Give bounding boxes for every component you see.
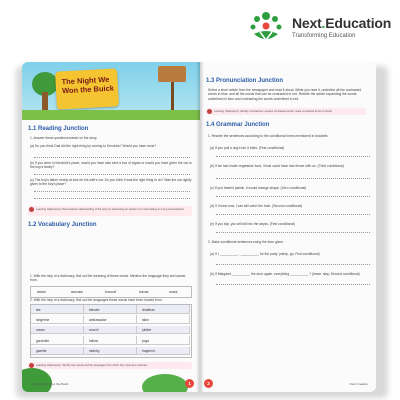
answer-line[interactable]: [216, 156, 370, 157]
signpost: [171, 82, 174, 110]
vocabulary-junction-heading: 1.2 Vocabulary Junction: [28, 222, 97, 228]
grammar-item-d: (d) If I knew now, I can still catch the train. (Second conditional): [210, 204, 303, 208]
objective-badge-icon: [207, 109, 212, 114]
word-item: cruise: [169, 290, 178, 294]
tree-illustration: [32, 72, 58, 112]
answer-line[interactable]: [34, 198, 190, 199]
learning-objective-vocab: Learning Objective(s): Identify loan words and the languages from which they have been derived: [28, 362, 192, 369]
answer-line[interactable]: [34, 174, 190, 175]
bush-illustration: [22, 368, 52, 392]
bush-illustration: [142, 374, 188, 392]
answer-line[interactable]: [216, 214, 370, 215]
grid-cell: crunch: [84, 326, 137, 335]
answer-line[interactable]: [34, 191, 190, 192]
answer-line[interactable]: [216, 178, 370, 179]
answer-line[interactable]: [216, 284, 370, 285]
page-number-right: 2: [204, 379, 213, 388]
learning-objective-pronunciation: Learning Objective(s): Identify contractions; expand contracted words; make contracted forms of words: [206, 108, 366, 115]
answer-line[interactable]: [216, 232, 370, 233]
grammar-item-a: (a) If you pull a dog's tail, it bites. (First conditional): [210, 146, 285, 150]
right-footer: Next Creation: [349, 382, 368, 386]
grid-cell: hallow: [84, 336, 137, 345]
story-banner: [22, 62, 200, 120]
grammar-intro-2: 2. Make conditional sentences using the form given.: [208, 240, 284, 244]
story-title: The Night We Won the Buick: [61, 74, 115, 96]
grid-cell: tea: [31, 305, 84, 314]
pronunciation-junction-heading: 1.3 Pronunciation Junction: [206, 78, 284, 84]
grid-cell: jubilee: [137, 326, 190, 335]
learning-objective-reading: Learning Objective(s): Demonstrate understanding of the story by expressing an opinion on it and relating to it at a personal level: [28, 206, 192, 216]
logo-figure-icon: [246, 6, 286, 46]
grass: [22, 110, 200, 120]
grid-cell: gondolier: [31, 336, 84, 345]
fill-item-b: (b) If Margaret __________ the door again, everything __________ ? (leave, stay; Second conditional): [210, 272, 360, 276]
vocab-intro-2: 2. With the help of a dictionary, find out the languages these words have been loaned from.: [30, 298, 163, 302]
next-education-logo: [246, 6, 396, 46]
objective-badge-icon: [29, 207, 34, 212]
grid-cell: cream: [31, 326, 84, 335]
grid-cell: gazette: [31, 347, 84, 356]
word-item: bonsai: [139, 290, 149, 294]
answer-line[interactable]: [34, 157, 190, 158]
word-item: avocado: [71, 290, 84, 294]
answer-line[interactable]: [216, 196, 370, 197]
reading-question-a: (a) Do you think Dad did the right thing by coming to Kendrick? Would you have done?: [30, 144, 157, 148]
grid-cell: leviathan: [137, 305, 190, 314]
signboard-illustration: [158, 66, 186, 82]
grammar-item-e: (e) If you slip, you will fall into the abyss. (First conditional): [210, 222, 296, 226]
vocab-intro-1: 1. With the help of a dictionary, find out the meaning of these words. Mention the language they are loaned from.: [30, 274, 186, 283]
answer-line[interactable]: [216, 264, 370, 265]
grid-cell: ambassador: [84, 315, 137, 324]
reading-junction-heading: 1.1 Reading Junction: [28, 126, 89, 132]
grammar-intro-1: 1. Rewrite the sentences according to the conditional forms mentioned in brackets.: [208, 134, 329, 138]
grammar-item-c: (c) If you heated plastic, it would change shape. (Zero conditional): [210, 186, 307, 190]
page-number-left: 1: [185, 379, 194, 388]
loan-word-grid: [30, 304, 192, 358]
grammar-item-b: (b) If we had made vegetarian food, Vimal could have had dinner with us. (Third conditional): [210, 164, 344, 168]
word-box: [30, 286, 192, 298]
grid-cell: tailor: [137, 315, 190, 324]
word-item: broccoli: [105, 290, 116, 294]
left-footer: The Night We Won the Buick: [30, 382, 69, 386]
reading-intro: 1. Answer these questions based on the story.: [30, 136, 98, 140]
grid-cell: infantry: [84, 347, 137, 356]
story-title-box: [55, 68, 119, 109]
fill-item-a: (a) If I __________ , __________ for the party. (sleep, go; First conditional): [210, 252, 320, 256]
reading-question-b: (b) If you were in Kendrick's place, would you have also sent a box of cigars or would you have given the car to the boy's family?: [30, 161, 192, 170]
right-page: [200, 62, 376, 392]
pronunciation-text: Select a short article from the newspaper and read it aloud. While you read it, underline all the contracted words in blue, and all the words that can be contracted in red. Rewrite the article expanding the words underlined in blue and contracting the words underlined in red.: [208, 88, 362, 101]
grammar-junction-heading: 1.4 Grammar Junction: [206, 122, 270, 128]
brand-tagline: Transforming Education: [292, 33, 356, 39]
grid-cell: tangerine: [31, 315, 84, 324]
grid-cell: fragment: [137, 347, 190, 356]
grid-cell: blender: [84, 305, 137, 314]
left-page: [22, 62, 200, 392]
word-item: wicker: [37, 290, 47, 294]
grid-cell: yoga: [137, 336, 190, 345]
reading-question-c: (c) The boy's father nearly at loss for his wife's car. Do you think it was the right thing to do? Was the car rightly given to the boy's place?: [30, 178, 192, 187]
brand-name: Next.Education: [292, 15, 392, 31]
book-spine: [196, 62, 204, 392]
